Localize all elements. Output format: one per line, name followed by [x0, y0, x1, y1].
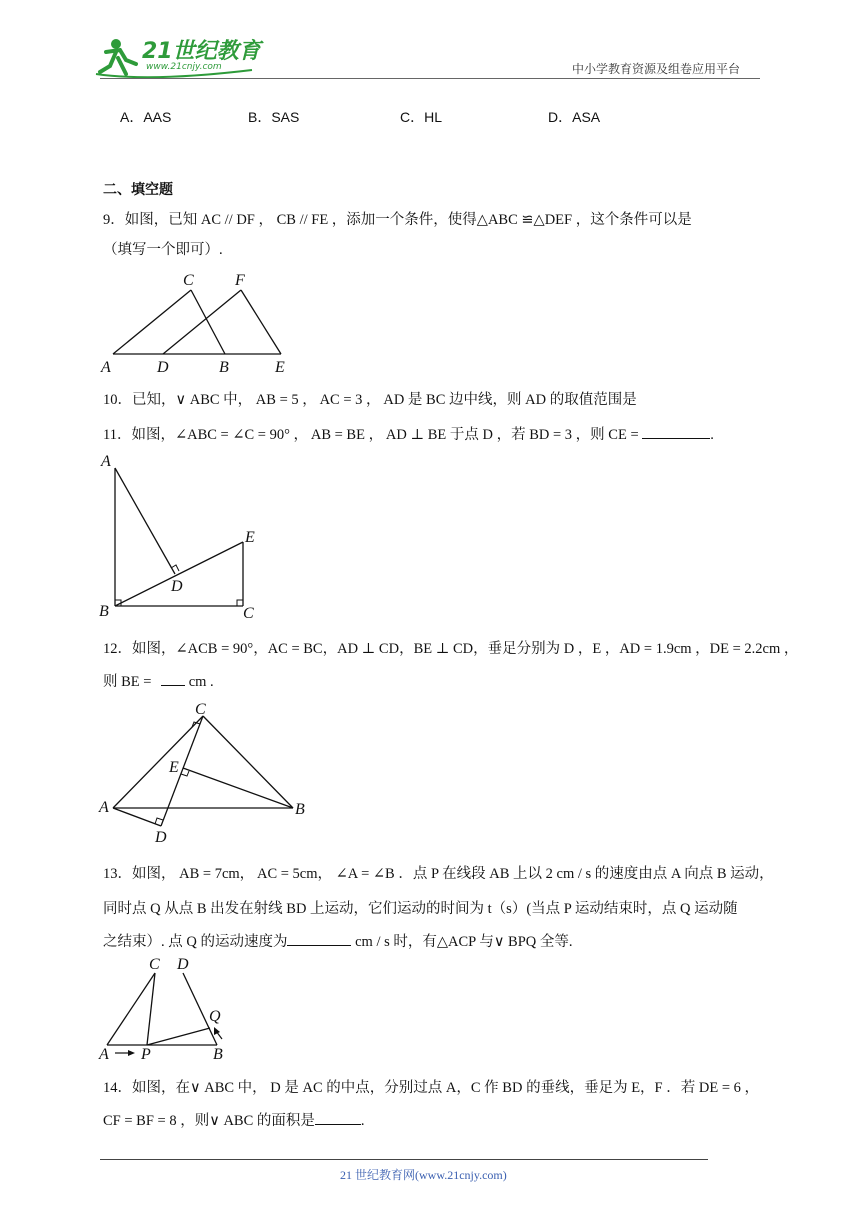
q11-text: 11．如图，∠ABC = ∠C = 90° ， AB = BE ， AD ⊥ BE 于点 D ，若 BD = 3 ，则 CE =	[103, 427, 639, 443]
q13-line1: 13．如图， AB = 7cm， AC = 5cm， ∠A = ∠B ．点 P 在线段 AB 上以 2 cm / s 的速度由点 A 向点 B 运动，	[103, 866, 774, 882]
q13-label-q: Q	[209, 1008, 221, 1025]
q14-line2	[103, 1109, 365, 1130]
q13-label-a: A	[99, 1046, 109, 1063]
header-logo	[92, 34, 262, 78]
q12-label-b: B	[295, 801, 305, 818]
q12-label-c: C	[195, 701, 206, 718]
q9-line1: 9．如图，已知 AC // DF ， CB // FE ，添加一个条件，使得△ABC ≌△DEF ，这个条件可以是	[103, 212, 692, 228]
option-d: D．ASA	[548, 109, 601, 125]
q13-figure	[95, 955, 240, 1063]
q9-label-f: F	[235, 272, 245, 289]
q12-line1: 12．如图，∠ACB = 90°，AC = BC，AD ⊥ CD，BE ⊥ CD，垂足分别为 D ，E ，AD = 1.9cm ，DE = 2.2cm ，	[103, 641, 799, 657]
q9-label-e: E	[275, 359, 285, 376]
q13-label-b: B	[213, 1046, 223, 1063]
q11-label-c: C	[243, 605, 254, 622]
q12-label-a: A	[99, 799, 109, 816]
q11-figure	[95, 448, 270, 623]
q9-line2: （填写一个即可）.	[103, 242, 223, 258]
q13-line2: 同时点 Q 从点 B 出发在射线 BD 上运动，它们运动的时间为 t（s）(当点 P 运动结束时，点 Q 运动随	[103, 901, 738, 917]
q10-line1: 10．已知，∨ ABC 中， AB = 5 ， AC = 3 ， AD 是 BC 边中线，则 AD 的取值范围是	[103, 392, 637, 408]
q13-answer-blank[interactable]	[287, 931, 351, 946]
section-title: 二、填空题	[103, 182, 173, 198]
q14-line1: 14．如图，在∨ ABC 中， D 是 AC 的中点，分别过点 A，C 作 BD 的垂线，垂足为 E，F ．若 DE = 6 ，	[103, 1080, 760, 1096]
q11-label-d: D	[171, 578, 183, 595]
q13-label-d: D	[177, 956, 189, 973]
q14-text: CF = BF = 8 ，则∨ ABC 的面积是	[103, 1113, 315, 1129]
q12-label-e: E	[169, 759, 179, 776]
q12-unit: cm .	[188, 674, 214, 690]
header-divider	[100, 78, 760, 79]
logo-url-text: www.21cnjy.com	[146, 62, 222, 72]
q12-text: 则 BE =	[103, 674, 152, 690]
q11-label-e: E	[245, 529, 255, 546]
q9-figure	[95, 268, 310, 376]
q11-label-a: A	[101, 453, 111, 470]
q12-label-d: D	[155, 829, 167, 846]
q11-answer-blank[interactable]	[642, 424, 710, 439]
q12-line2	[103, 670, 214, 691]
q14-text-end: .	[360, 1113, 365, 1129]
q13-text: 之结束）. 点 Q 的运动速度为	[103, 934, 288, 950]
q12-answer-blank[interactable]	[161, 671, 185, 686]
q11-text-end: .	[710, 427, 714, 443]
footer-divider	[100, 1159, 708, 1160]
header-right-text: 中小学教育资源及组卷应用平台	[572, 62, 741, 76]
q12-figure	[95, 698, 315, 848]
footer-text: 21 世纪教育网(www.21cnjy.com)	[340, 1168, 507, 1182]
q9-label-c: C	[183, 272, 194, 289]
q11-label-b: B	[99, 603, 109, 620]
q14-answer-blank[interactable]	[315, 1110, 361, 1125]
option-b: B．SAS	[248, 109, 300, 125]
option-a: A．AAS	[120, 109, 172, 125]
q11-line1	[103, 423, 714, 444]
q9-label-a: A	[101, 359, 111, 376]
q13-label-c: C	[149, 956, 160, 973]
logo-main-text: 21世纪教育	[142, 39, 261, 64]
q13-text-end: cm / s 时，有△ACP 与∨ BPQ 全等.	[355, 934, 573, 950]
q9-label-b: B	[219, 359, 229, 376]
q13-line3	[103, 930, 573, 951]
q9-label-d: D	[157, 359, 169, 376]
option-c: C．HL	[400, 109, 443, 125]
q13-label-p: P	[141, 1046, 151, 1063]
